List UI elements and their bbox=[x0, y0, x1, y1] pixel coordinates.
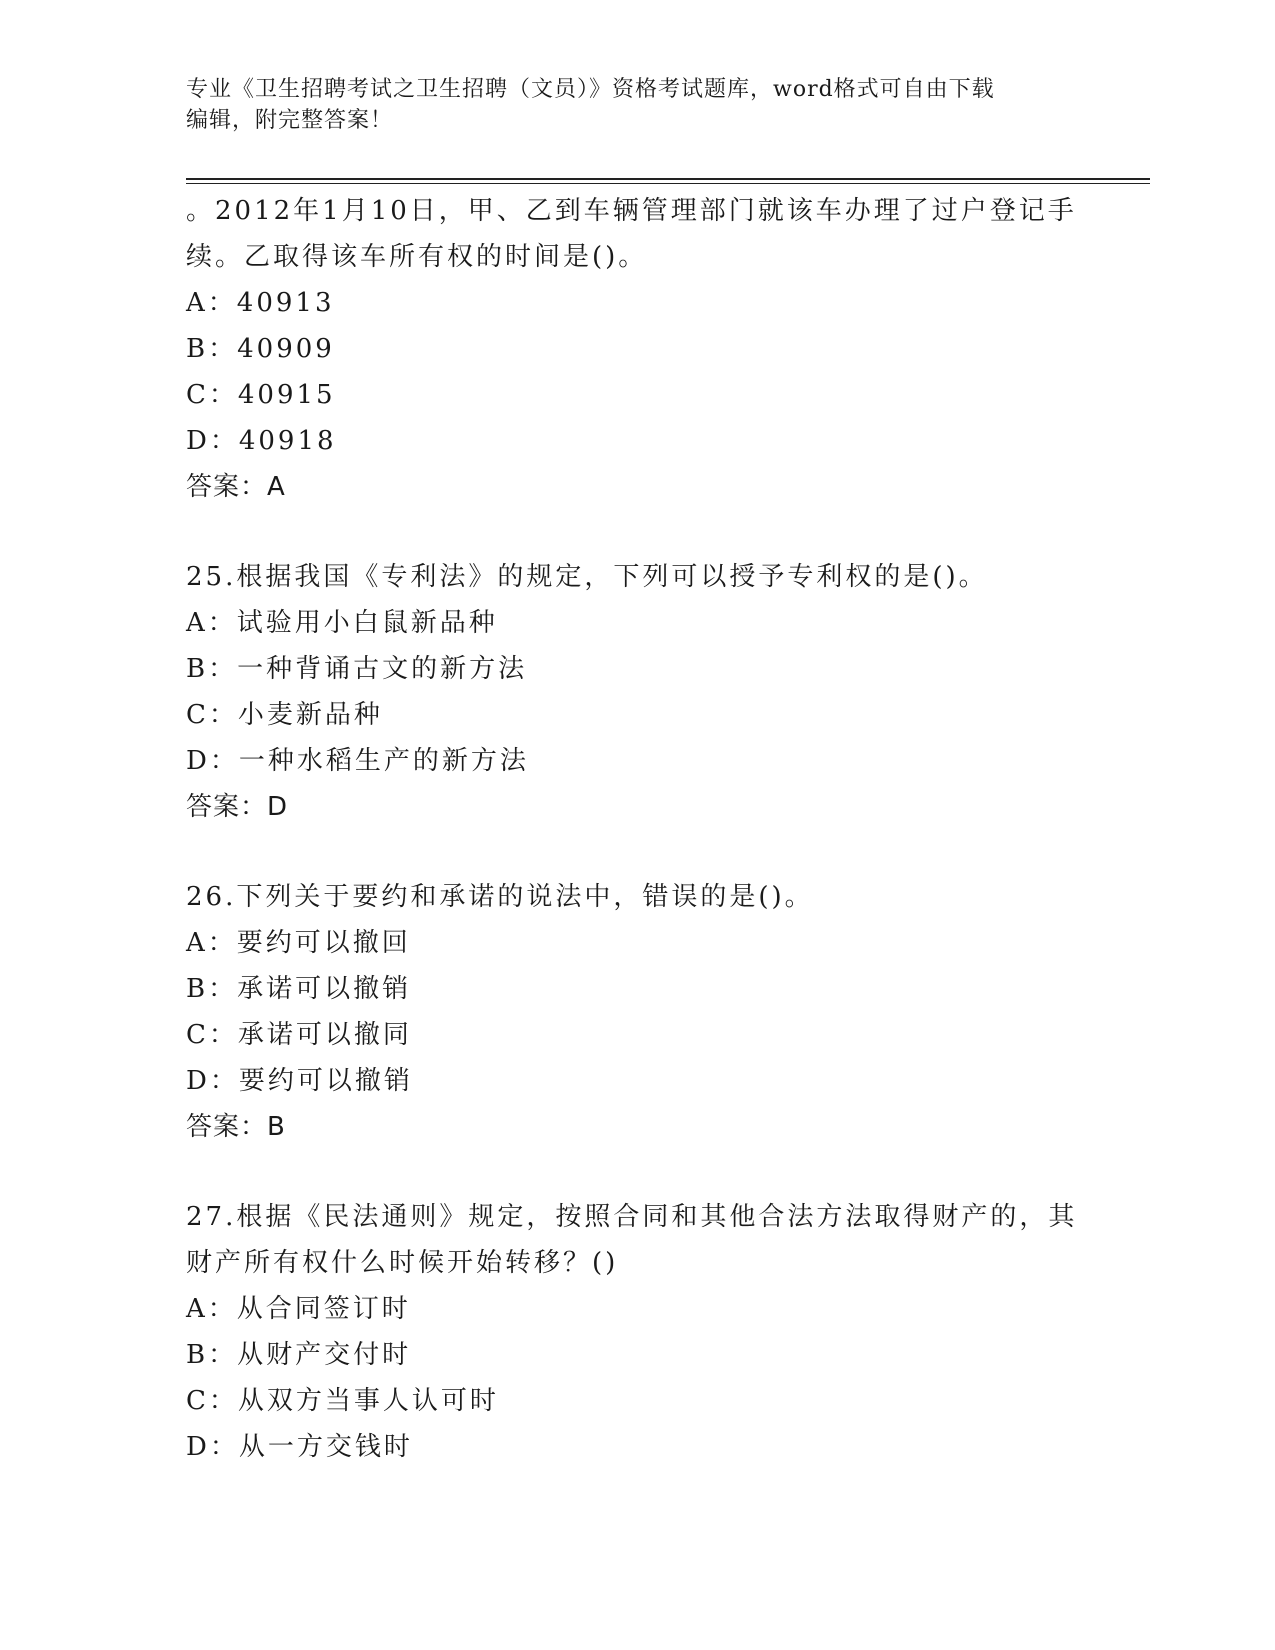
answer-text: 答案：A bbox=[186, 472, 286, 502]
option-c: C：承诺可以撤同 bbox=[186, 1020, 412, 1050]
option-d: D：40918 bbox=[186, 426, 337, 456]
option-a: A：要约可以撤回 bbox=[186, 928, 411, 958]
option-a: A：40913 bbox=[186, 288, 335, 318]
option-b: B：40909 bbox=[186, 334, 335, 364]
option-a: A：从合同签订时 bbox=[186, 1294, 411, 1324]
question-stem: 。2012年1月10日，甲、乙到车辆管理部门就该车办理了过户登记手 bbox=[186, 196, 1077, 226]
question-stem: 26.下列关于要约和承诺的说法中，错误的是()。 bbox=[186, 882, 814, 912]
answer-text: 答案：B bbox=[186, 1112, 286, 1142]
question-25 bbox=[186, 554, 1086, 830]
option-a: A：试验用小白鼠新品种 bbox=[186, 608, 498, 638]
document-header bbox=[186, 74, 1086, 136]
header-line-2: 编辑，附完整答案！ bbox=[186, 108, 394, 133]
question-stem: 25.根据我国《专利法》的规定，下列可以授予专利权的是()。 bbox=[186, 562, 988, 592]
header-divider-thick bbox=[186, 178, 1150, 180]
question-list bbox=[186, 188, 1086, 1470]
option-b: B：一种背诵古文的新方法 bbox=[186, 654, 528, 684]
header-divider-thin bbox=[186, 183, 1150, 184]
option-b: B：承诺可以撤销 bbox=[186, 974, 412, 1004]
question-24 bbox=[186, 188, 1086, 510]
answer-text: 答案：D bbox=[186, 792, 289, 822]
option-d: D：从一方交钱时 bbox=[186, 1432, 413, 1462]
option-c: C：小麦新品种 bbox=[186, 700, 383, 730]
option-c: C：从双方当事人认可时 bbox=[186, 1386, 499, 1416]
option-d: D：要约可以撤销 bbox=[186, 1066, 413, 1096]
option-b: B：从财产交付时 bbox=[186, 1340, 412, 1370]
question-stem: 财产所有权什么时候开始转移？() bbox=[186, 1248, 619, 1278]
spacer bbox=[186, 1150, 1086, 1194]
header-line-1: 专业《卫生招聘考试之卫生招聘（文员）》资格考试题库，word格式可自由下载 bbox=[186, 77, 995, 102]
question-stem: 27.根据《民法通则》规定，按照合同和其他合法方法取得财产的，其 bbox=[186, 1202, 1078, 1232]
option-d: D：一种水稻生产的新方法 bbox=[186, 746, 529, 776]
spacer bbox=[186, 830, 1086, 874]
spacer bbox=[186, 510, 1086, 554]
question-26 bbox=[186, 874, 1086, 1150]
question-stem: 续。乙取得该车所有权的时间是()。 bbox=[186, 242, 648, 272]
question-27 bbox=[186, 1194, 1086, 1470]
option-c: C：40915 bbox=[186, 380, 336, 410]
